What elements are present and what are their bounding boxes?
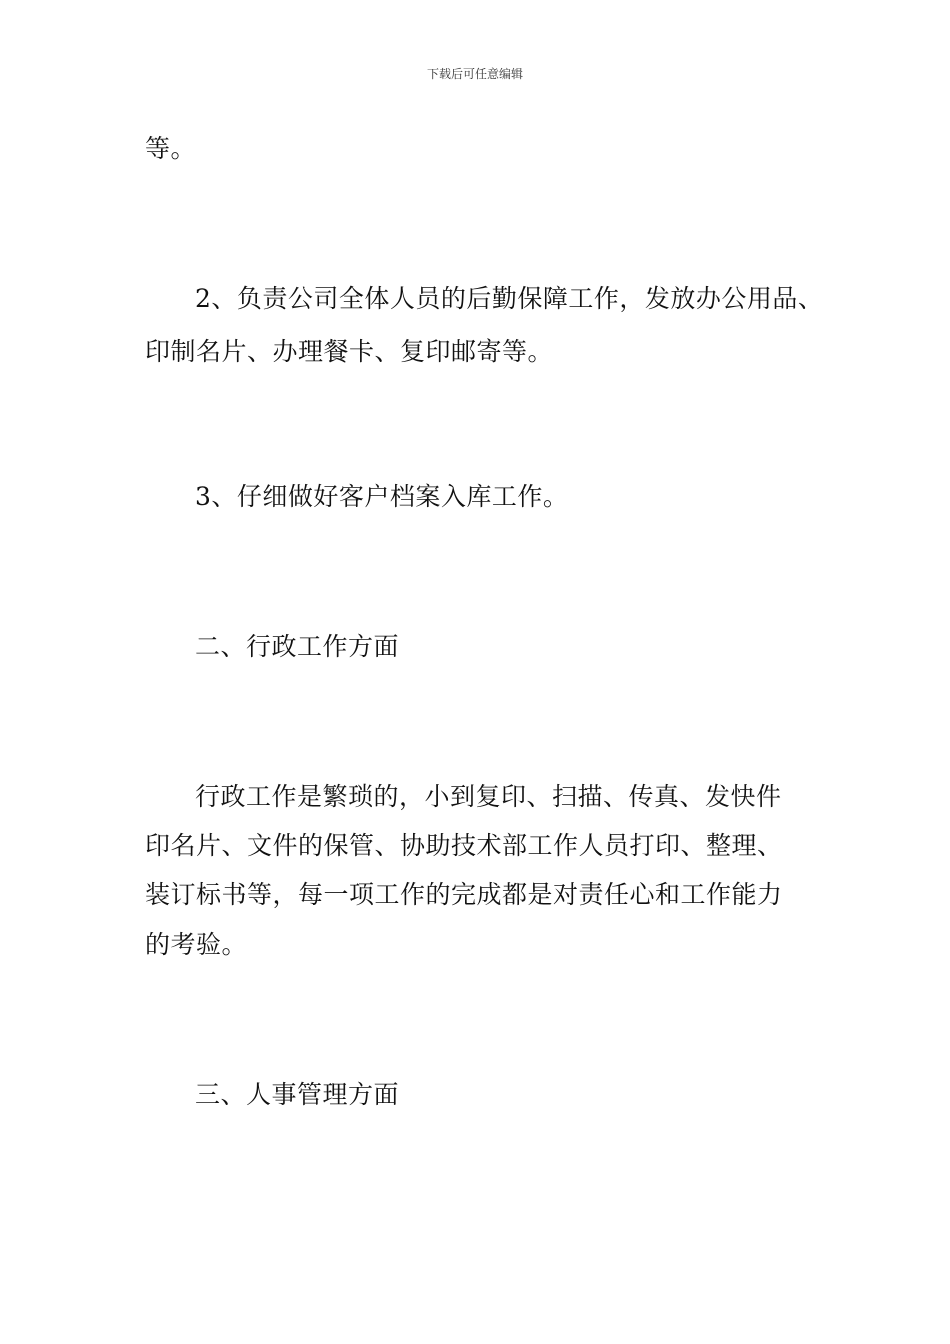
page-header: 下载后可任意编辑	[426, 67, 523, 81]
paragraph-line: 3、仔细做好客户档案入库工作。	[195, 482, 569, 511]
paragraph-line: 印名片、文件的保管、协助技术部工作人员打印、整理、	[145, 831, 783, 860]
paragraph-line: 2、负责公司全体人员的后勤保障工作，发放办公用品、	[195, 284, 824, 313]
section-heading: 三、人事管理方面	[195, 1080, 400, 1109]
paragraph-line: 的考验。	[145, 930, 248, 959]
paragraph-line: 印制名片、办理餐卡、复印邮寄等。	[145, 337, 554, 366]
section-heading: 二、行政工作方面	[195, 632, 400, 661]
paragraph-line: 等。	[145, 134, 197, 163]
paragraph-line: 装订标书等，每一项工作的完成都是对责任心和工作能力	[145, 880, 783, 909]
paragraph-line: 行政工作是繁琐的，小到复印、扫描、传真、发快件	[195, 782, 782, 811]
